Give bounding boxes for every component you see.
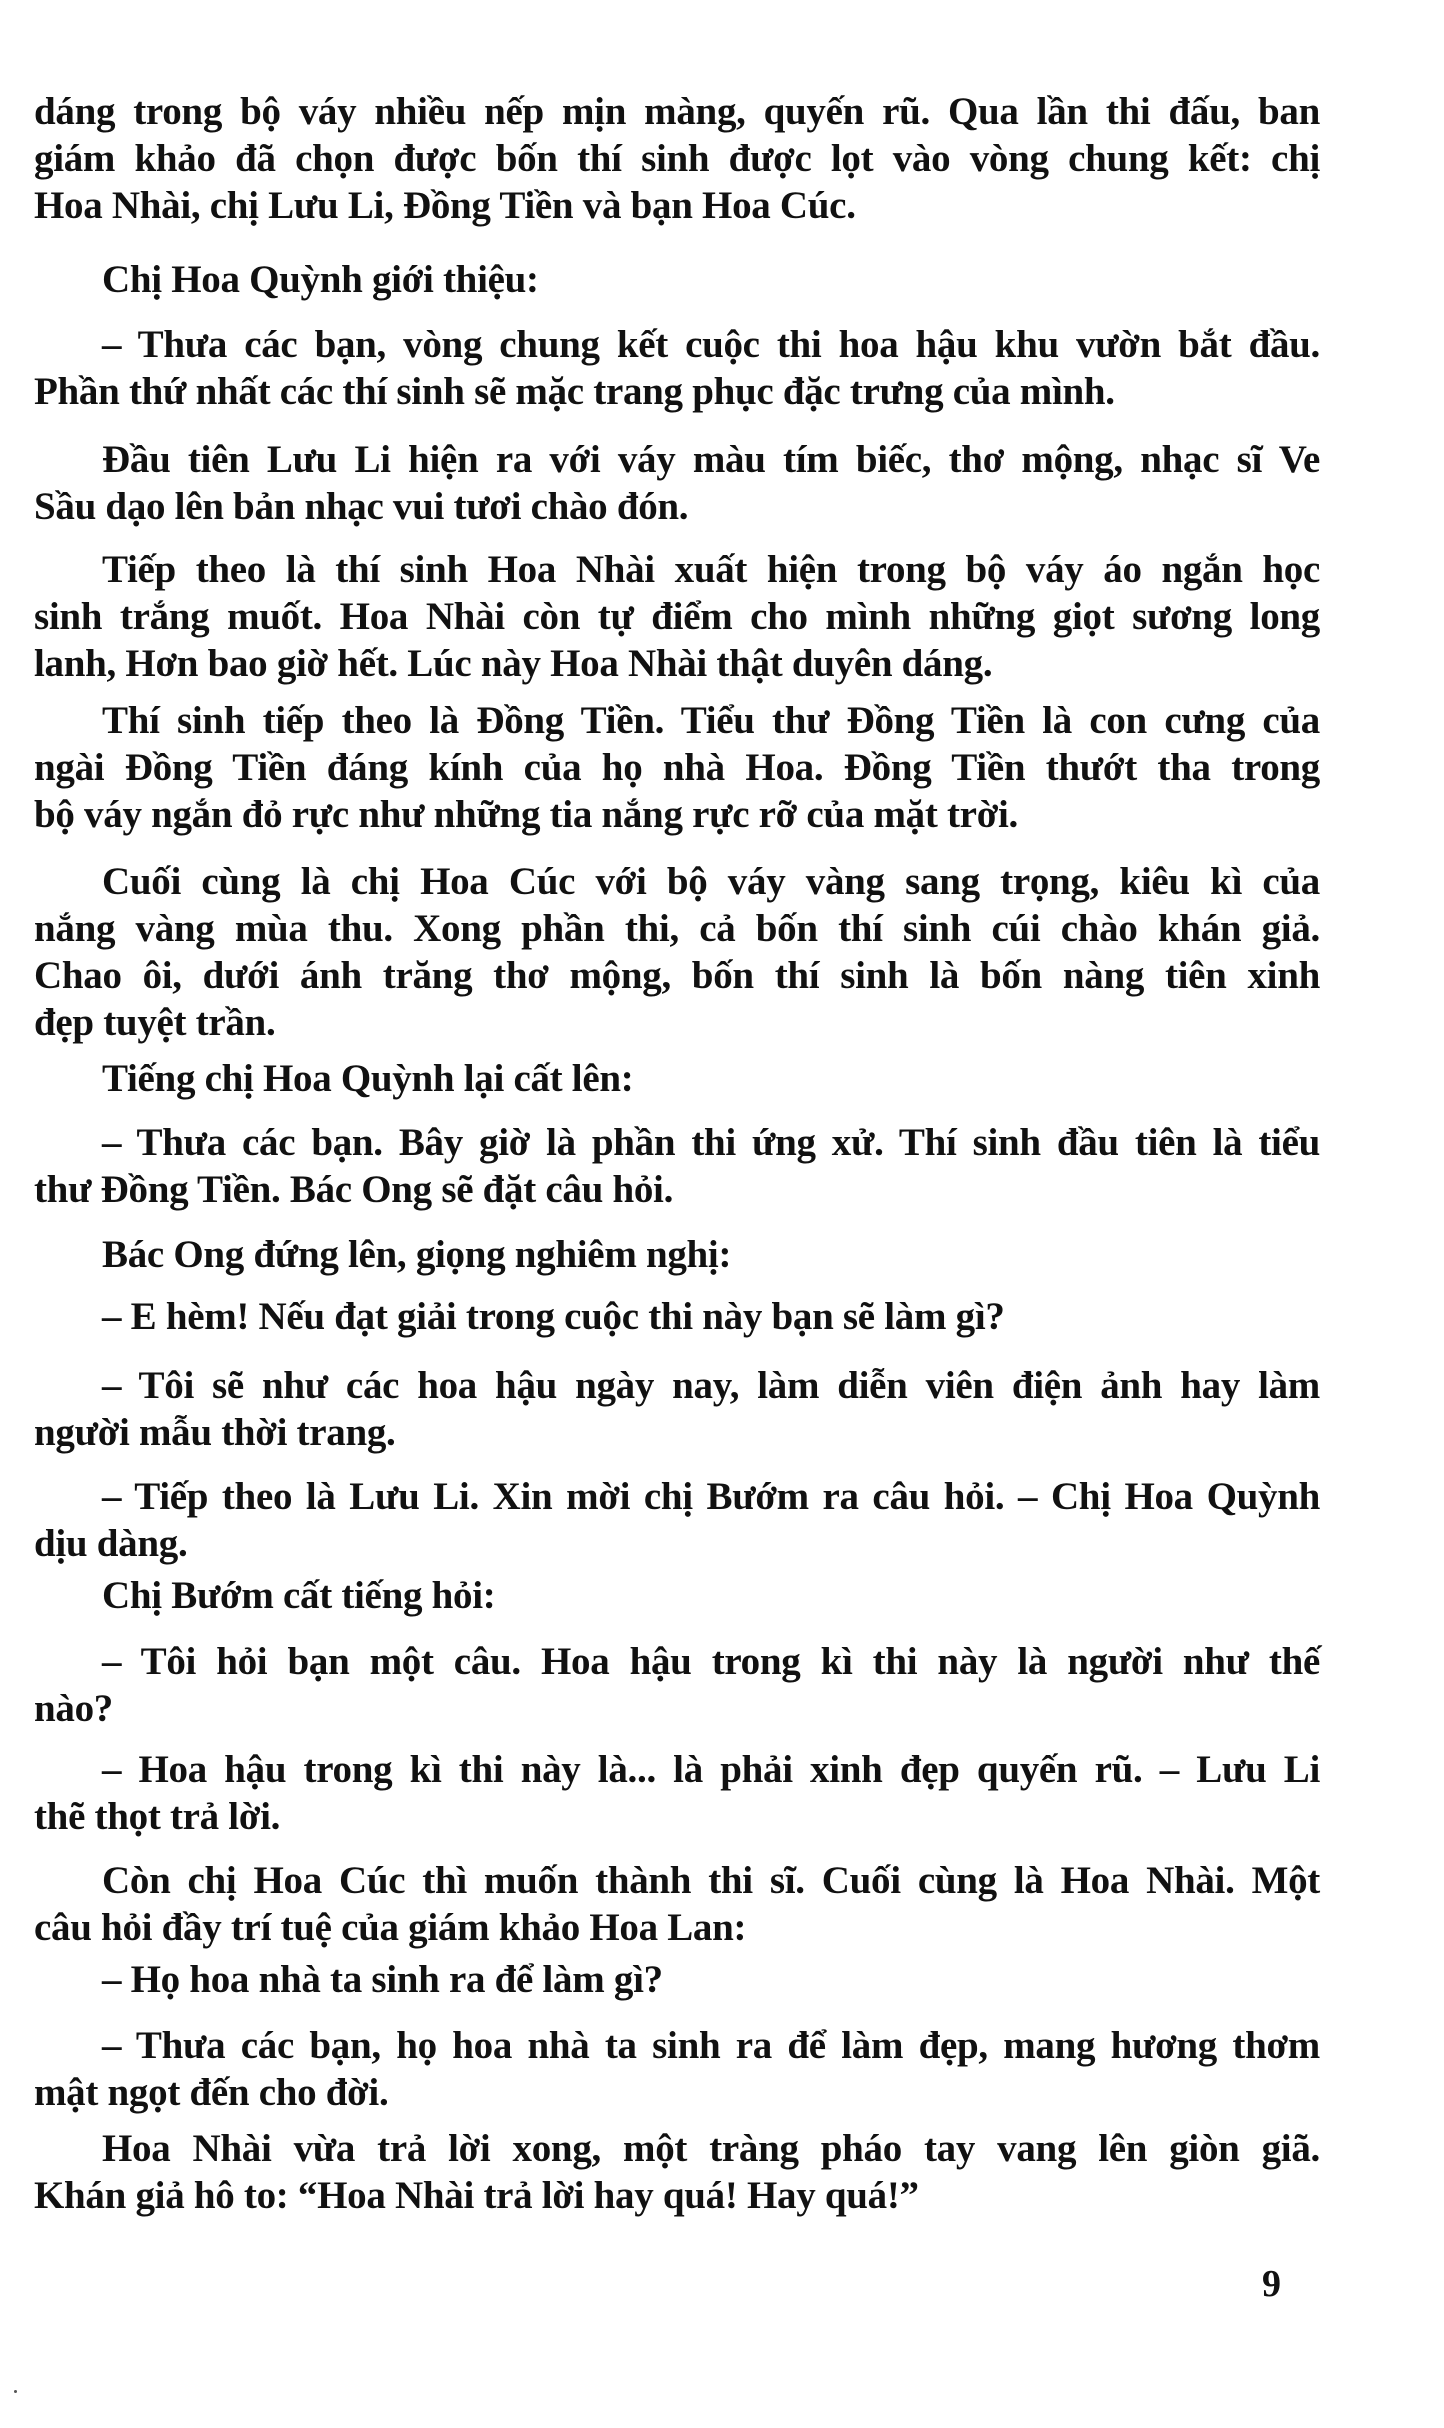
scan-speck — [14, 2390, 17, 2393]
paragraph — [34, 1746, 1320, 1840]
text-line: đẹp tuyệt trần. — [34, 1001, 276, 1044]
text-line: người mẫu thời trang. — [34, 1411, 396, 1454]
paragraph — [34, 1857, 1320, 1951]
text-line: Hoa Nhài, chị Lưu Li, Đồng Tiền và bạn Hoa Cúc. — [34, 184, 856, 227]
text-line: Còn chị Hoa Cúc thì muốn thành thi sĩ. Cuối cùng là Hoa Nhài. Một — [102, 1859, 1320, 1902]
text-line: Cuối cùng là chị Hoa Cúc với bộ váy vàng sang trọng, kiêu kì của — [102, 860, 1320, 903]
text-line: ngài Đồng Tiền đáng kính của họ nhà Hoa. Đồng Tiền thướt tha trong — [34, 746, 1320, 789]
text-line: bộ váy ngắn đỏ rực như những tia nắng rực rỡ của mặt trời. — [34, 793, 1018, 836]
text-line: Bác Ong đứng lên, giọng nghiêm nghị: — [102, 1233, 732, 1276]
text-line: dịu dàng. — [34, 1522, 188, 1565]
paragraph — [34, 1119, 1320, 1213]
paragraph — [34, 858, 1320, 1046]
text-line: Đầu tiên Lưu Li hiện ra với váy màu tím biếc, thơ mộng, nhạc sĩ Ve — [102, 438, 1320, 481]
text-line: Chao ôi, dưới ánh trăng thơ mộng, bốn thí sinh là bốn nàng tiên xinh — [34, 954, 1320, 997]
text-line: – Hoa hậu trong kì thi này là... là phải xinh đẹp quyến rũ. – Lưu Li — [102, 1748, 1320, 1791]
text-line: – Họ hoa nhà ta sinh ra để làm gì? — [102, 1958, 663, 2001]
paragraph — [34, 2022, 1320, 2116]
paragraph — [34, 1231, 1320, 1278]
text-line: – Tôi sẽ như các hoa hậu ngày nay, làm diễn viên điện ảnh hay làm — [102, 1364, 1320, 1407]
text-line: Tiếng chị Hoa Quỳnh lại cất lên: — [102, 1057, 634, 1100]
text-line: thư Đồng Tiền. Bác Ong sẽ đặt câu hỏi. — [34, 1168, 674, 1211]
text-line: sinh trắng muốt. Hoa Nhài còn tự điểm cho mình những giọt sương long — [34, 595, 1320, 638]
text-line: dáng trong bộ váy nhiều nếp mịn màng, quyến rũ. Qua lần thi đấu, ban — [34, 90, 1320, 133]
text-line: – Thưa các bạn, họ hoa nhà ta sinh ra để làm đẹp, mang hương thơm — [102, 2024, 1320, 2067]
text-line: – Tôi hỏi bạn một câu. Hoa hậu trong kì thi này là người như thế — [102, 1640, 1320, 1683]
text-line: câu hỏi đầy trí tuệ của giám khảo Hoa Lan: — [34, 1906, 747, 1949]
text-line: nào? — [34, 1687, 113, 1730]
paragraph — [34, 88, 1320, 229]
text-line: giám khảo đã chọn được bốn thí sinh được lọt vào vòng chung kết: chị — [34, 137, 1320, 180]
text-line: – Tiếp theo là Lưu Li. Xin mời chị Bướm ra câu hỏi. – Chị Hoa Quỳnh — [102, 1475, 1320, 1518]
text-line: lanh, Hơn bao giờ hết. Lúc này Hoa Nhài thật duyên dáng. — [34, 642, 993, 685]
paragraph — [34, 1473, 1320, 1567]
paragraph — [34, 546, 1320, 687]
paragraph — [34, 1362, 1320, 1456]
text-line: – E hèm! Nếu đạt giải trong cuộc thi này bạn sẽ làm gì? — [102, 1295, 1005, 1338]
paragraph — [34, 256, 1320, 303]
page-number: 9 — [1262, 2263, 1281, 2305]
text-line: Chị Bướm cất tiếng hỏi: — [102, 1574, 496, 1617]
text-line: Khán giả hô to: “Hoa Nhài trả lời hay quá! Hay quá!” — [34, 2174, 919, 2217]
text-line: – Thưa các bạn, vòng chung kết cuộc thi hoa hậu khu vườn bắt đầu. — [102, 323, 1320, 366]
paragraph — [34, 321, 1320, 415]
text-line: Tiếp theo là thí sinh Hoa Nhài xuất hiện trong bộ váy áo ngắn học — [102, 548, 1320, 591]
paragraph — [34, 1572, 1320, 1619]
paragraph — [34, 2125, 1320, 2219]
text-line: – Thưa các bạn. Bây giờ là phần thi ứng xử. Thí sinh đầu tiên là tiểu — [102, 1121, 1320, 1164]
text-line: Phần thứ nhất các thí sinh sẽ mặc trang phục đặc trưng của mình. — [34, 370, 1115, 413]
text-line: thẽ thọt trả lời. — [34, 1795, 281, 1838]
paragraph — [34, 436, 1320, 530]
paragraph — [34, 1055, 1320, 1102]
text-line: Hoa Nhài vừa trả lời xong, một tràng pháo tay vang lên giòn giã. — [102, 2127, 1320, 2170]
paragraph — [34, 1293, 1320, 1340]
paragraph — [34, 1638, 1320, 1732]
text-line: nắng vàng mùa thu. Xong phần thi, cả bốn thí sinh cúi chào khán giả. — [34, 907, 1320, 950]
text-line: Sầu dạo lên bản nhạc vui tươi chào đón. — [34, 485, 689, 528]
paragraph — [34, 1956, 1320, 2003]
paragraph — [34, 697, 1320, 838]
text-line: mật ngọt đến cho đời. — [34, 2071, 389, 2114]
text-line: Chị Hoa Quỳnh giới thiệu: — [102, 258, 539, 301]
text-line: Thí sinh tiếp theo là Đồng Tiền. Tiểu thư Đồng Tiền là con cưng của — [102, 699, 1320, 742]
